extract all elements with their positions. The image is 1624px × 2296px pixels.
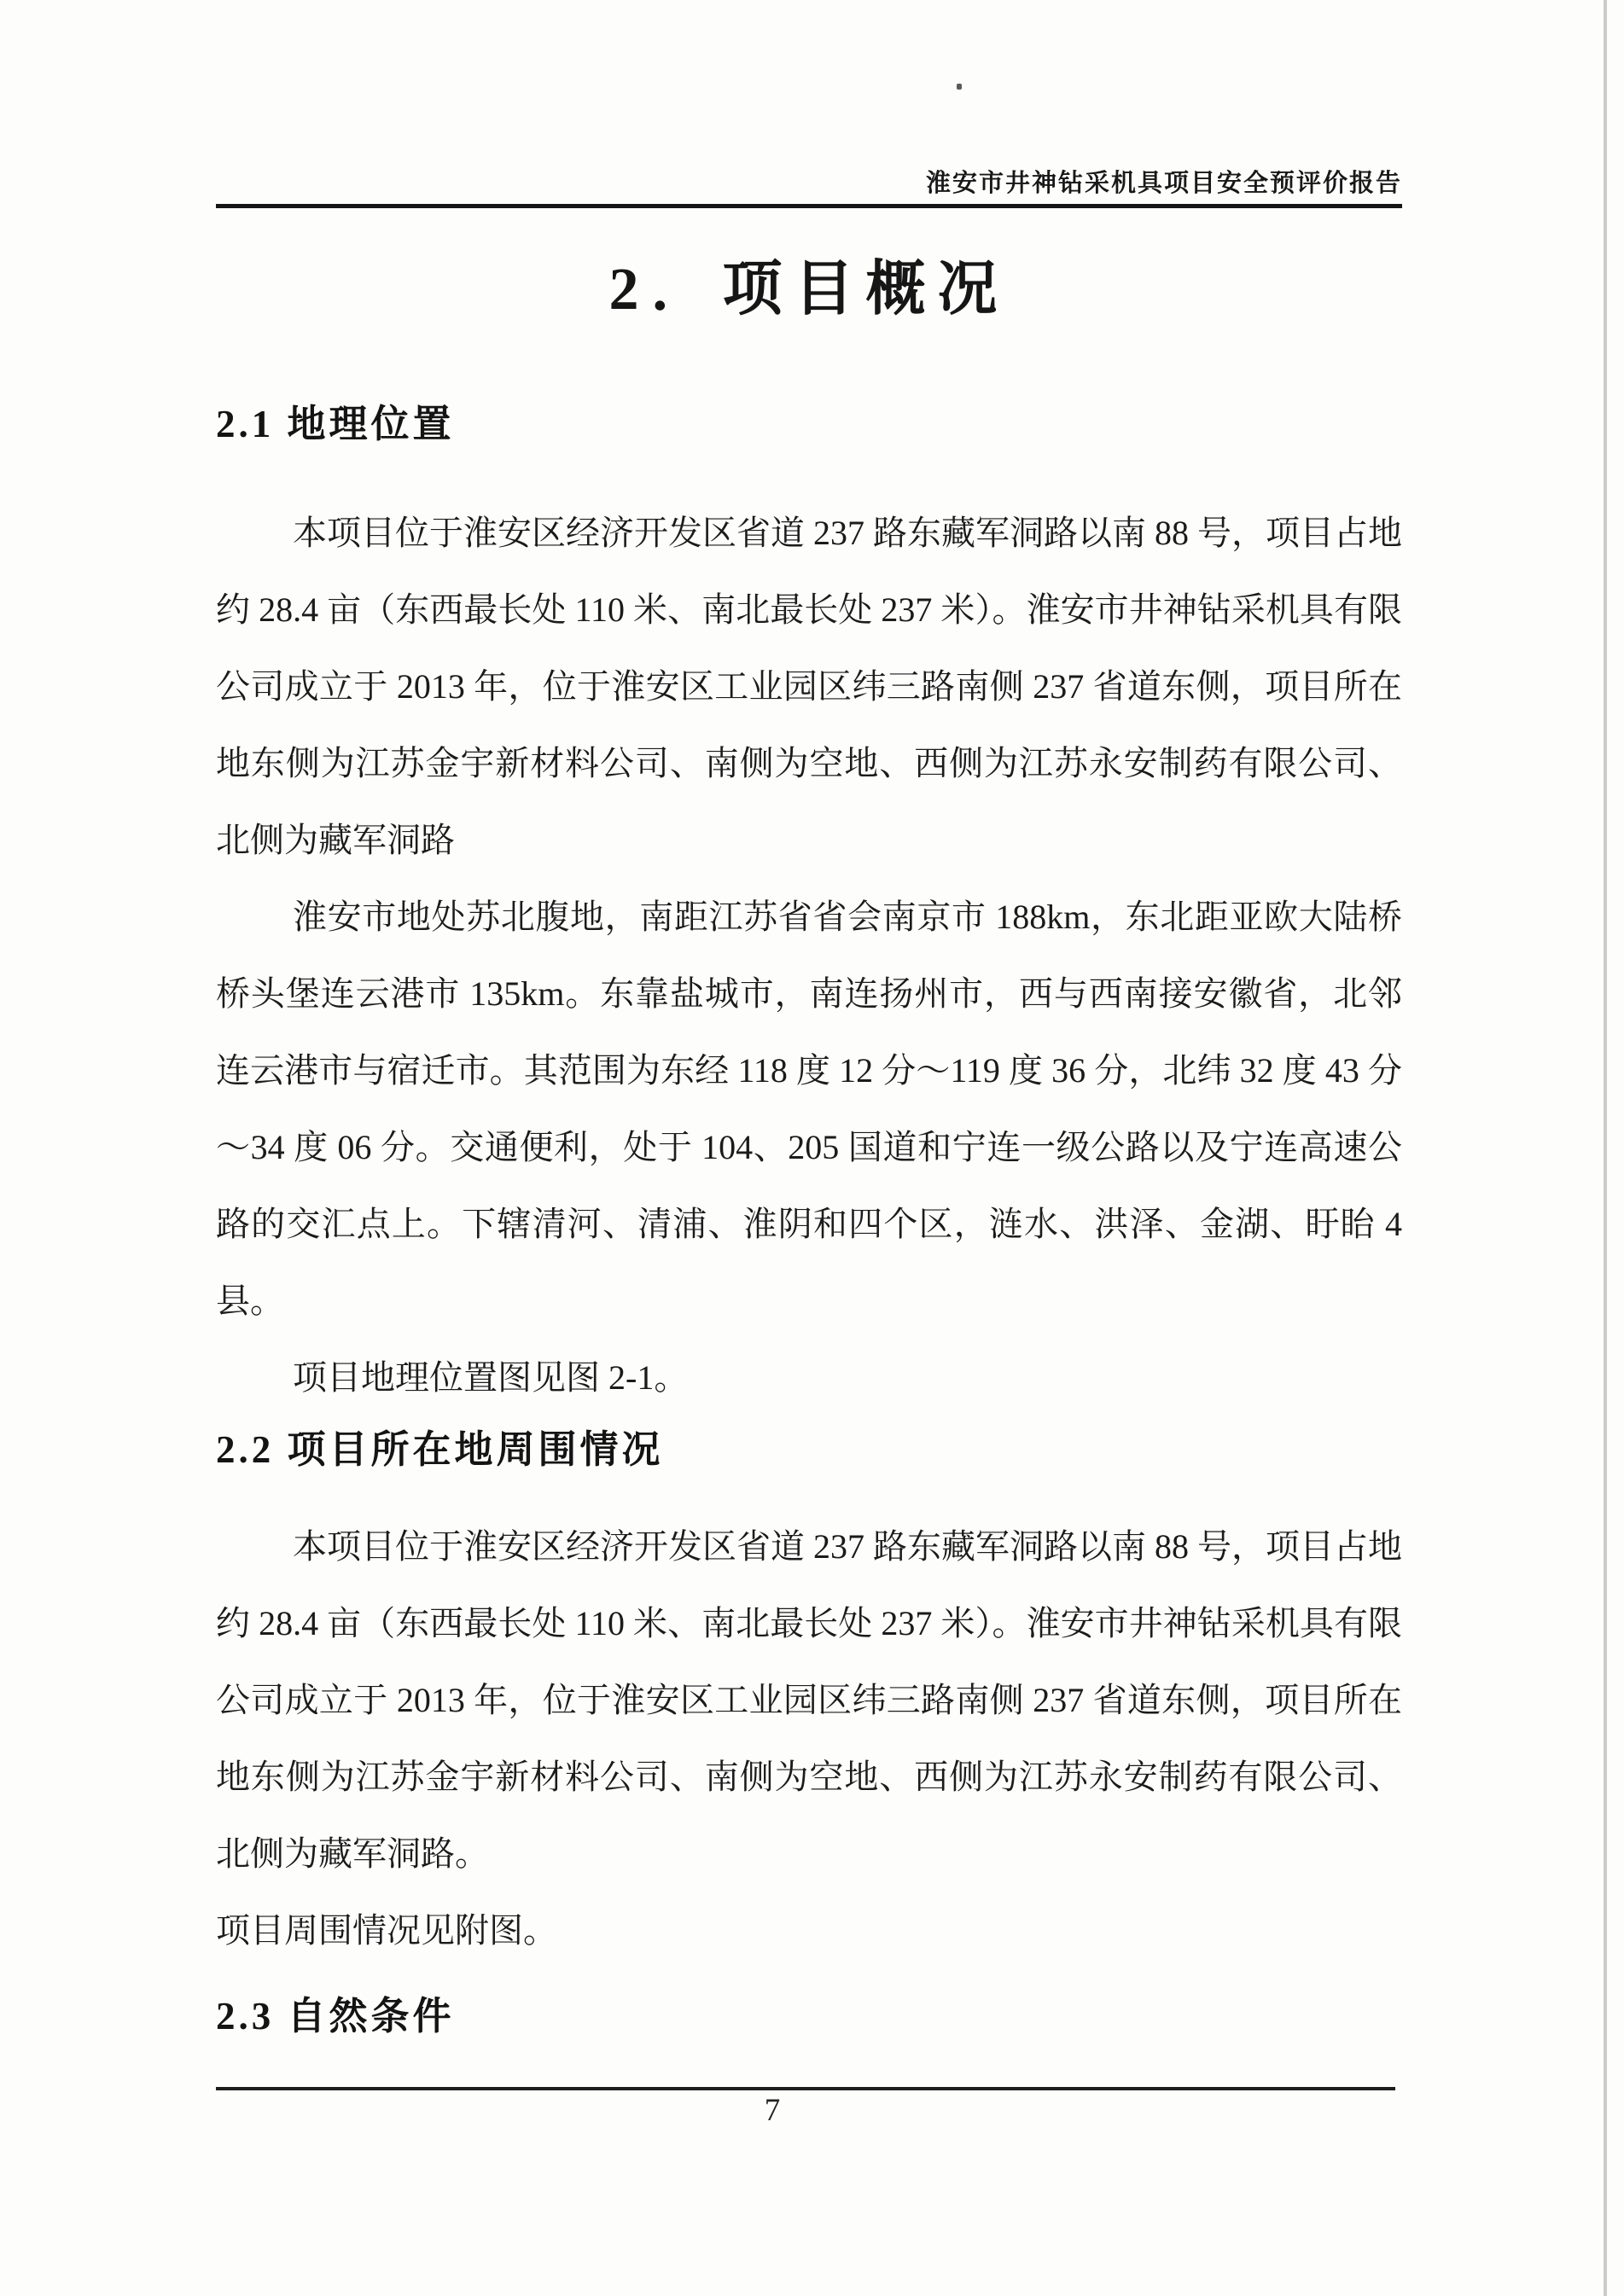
header-rule xyxy=(216,204,1402,208)
section-heading-2-3: 2.3 自然条件 xyxy=(216,1995,455,2037)
paragraph-surroundings: 本项目位于淮安区经济开发区省道 237 路东藏军洞路以南 88 号，项目占地约 28.4 亩（东西最长处 110 米、南北最长处 237 米）。淮安市井神钻采机具有限公司成立于 2013 年，位于淮安区工业园区纬三路南侧 237 省道东侧，项目所在地东侧为江苏金宇新材料公司、南侧为空地、西侧为江苏永安制药有限公司、北侧为藏军洞路。 xyxy=(216,1527,1402,1873)
section-heading-2-2: 2.2 项目所在地周围情况 xyxy=(216,1428,664,1471)
page-number: 7 xyxy=(764,2093,781,2128)
paragraph-location-figure-ref: 项目地理位置图见图 2-1。 xyxy=(293,1358,689,1397)
scan-edge-artifact xyxy=(1604,0,1607,2296)
running-header: 淮安市井神钻采机具项目安全预评价报告 xyxy=(925,170,1402,197)
footer-rule xyxy=(216,2087,1395,2090)
chapter-title: 2．项目概况 xyxy=(608,257,1010,323)
paragraph-huaian-geography: 淮安市地处苏北腹地，南距江苏省省会南京市 188km，东北距亚欧大陆桥桥头堡连云港市 135km。东靠盐城市，南连扬州市，西与西南接安徽省，北邻连云港市与宿迁市。其范围为东经 118 度 12 分～119 度 36 分，北纬 32 度 43 分～34 度 06 分。交通便利，处于 104、205 国道和宁连一级公路以及宁连高速公路的交汇点上。下辖清河、清浦、淮阴和四个区，涟水、洪泽、金湖、盱眙 4 县。 xyxy=(216,898,1402,1320)
page-content xyxy=(216,0,1402,2037)
section-heading-2-1: 2.1 地理位置 xyxy=(216,403,455,445)
paragraph-location-overview: 本项目位于淮安区经济开发区省道 237 路东藏军洞路以南 88 号，项目占地约 28.4 亩（东西最长处 110 米、南北最长处 237 米）。淮安市井神钻采机具有限公司成立于 2013 年，位于淮安区工业园区纬三路南侧 237 省道东侧，项目所在地东侧为江苏金宇新材料公司、南侧为空地、西侧为江苏永安制药有限公司、北侧为藏军洞路 xyxy=(216,514,1402,859)
paragraph-surroundings-figure-ref: 项目周围情况见附图。 xyxy=(216,1911,557,1950)
